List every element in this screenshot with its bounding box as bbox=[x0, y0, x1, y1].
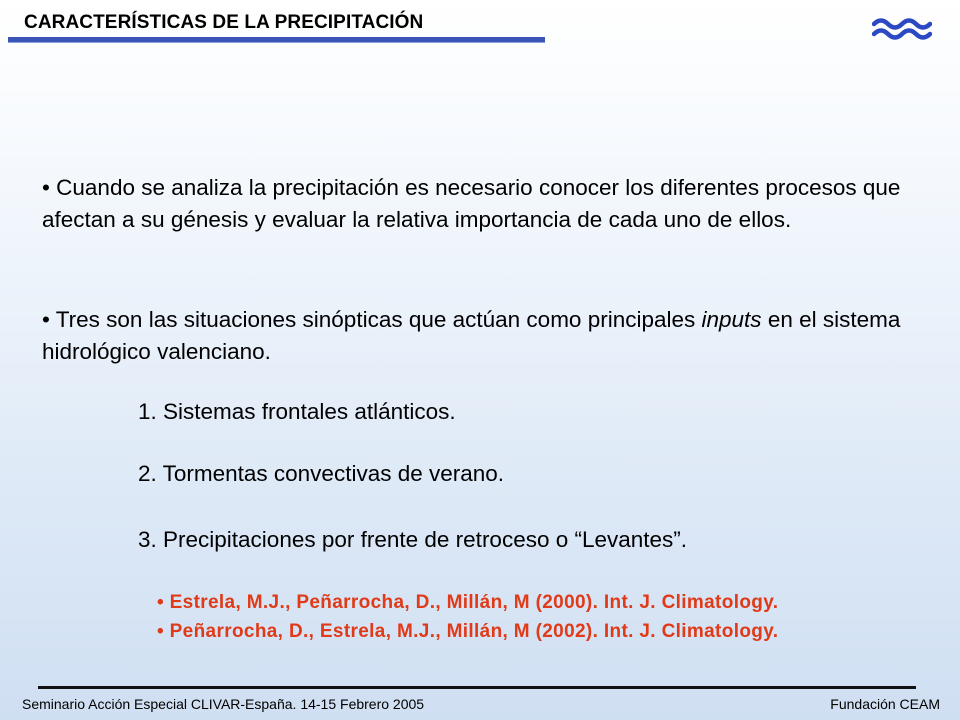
references-list bbox=[157, 588, 947, 646]
bullet: • bbox=[42, 307, 50, 332]
paragraph-synoptic-situations bbox=[42, 304, 912, 368]
bullet: • bbox=[42, 175, 50, 200]
paragraph-text: Cuando se analiza la precipitación es necesario conocer los diferentes procesos que afectan a su génesis y evaluar la relativa importancia de cada uno de ellos. bbox=[42, 175, 901, 232]
slide-title: CARACTERÍSTICAS DE LA PRECIPITACIÓN bbox=[24, 12, 424, 33]
title-underline bbox=[8, 37, 545, 42]
list-item-convective-storms: 2. Tormentas convectivas de verano. bbox=[138, 461, 505, 486]
reference-text: Estrela, M.J., Peñarrocha, D., Millán, M (2000). Int. J. Climatology. bbox=[169, 592, 779, 613]
paragraph-text-end: en el sistema hidrológico valenciano. bbox=[42, 307, 901, 364]
list-item-levantes: 3. Precipitaciones por frente de retroceso o “Levantes”. bbox=[138, 527, 688, 552]
footer-divider bbox=[38, 686, 916, 689]
paragraph-text-start: Tres son las situaciones sinópticas que actúan como principales bbox=[55, 307, 702, 332]
reference-item: • Estrela, M.J., Peñarrocha, D., Millán, M (2000). Int. J. Climatology. bbox=[157, 592, 779, 613]
reference-item: • Peñarrocha, D., Estrela, M.J., Millán, M (2002). Int. J. Climatology. bbox=[157, 621, 779, 642]
paragraph-precipitation-processes bbox=[42, 172, 912, 236]
reference-text: Peñarrocha, D., Estrela, M.J., Millán, M (2002). Int. J. Climatology. bbox=[169, 621, 779, 642]
footer-seminar: Seminario Acción Especial CLIVAR-España. 14-15 Febrero 2005 bbox=[22, 696, 425, 712]
wave-logo-icon bbox=[872, 15, 932, 41]
list-item-frontal-systems: 1. Sistemas frontales atlánticos. bbox=[138, 399, 456, 424]
inputs-italic: inputs bbox=[701, 307, 762, 332]
footer-organization: Fundación CEAM bbox=[830, 696, 940, 712]
